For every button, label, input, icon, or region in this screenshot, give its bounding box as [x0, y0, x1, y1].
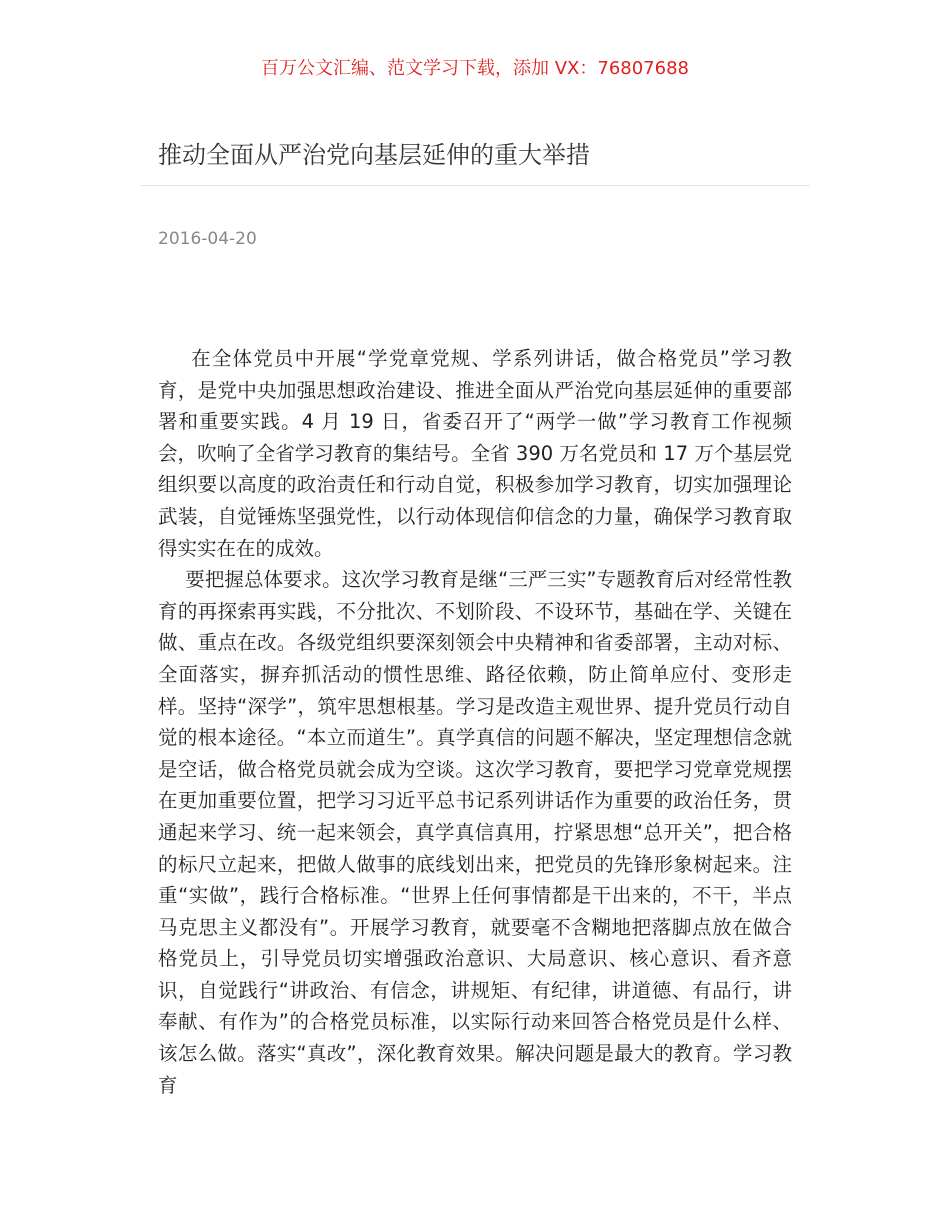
- article-paragraph: 在全体党员中开展“学党章党规、学系列讲话，做合格党员”学习教育，是党中央加强思想政治建设、推进全面从严治党向基层延伸的重要部署和重要实践。4 月 19 日，省委召开了“两学一做”学习教育工作视频会，吹响了全省学习教育的集结号。全省 390 万名党员和 17 万个基层党组织要以高度的政治责任和行动自觉，积极参加学习教育，切实加强理论武装，自觉锤炼坚强党性，以行动体现信仰信念的力量，确保学习教育取得实实在在的成效。: [158, 347, 792, 560]
- article-body: [158, 343, 792, 1101]
- article-date: 2016-04-20: [158, 229, 257, 249]
- header-banner: 百万公文汇编、范文学习下载，添加 VX：76807688: [261, 58, 689, 79]
- article-title: 推动全面从严治党向基层延伸的重大举措: [158, 141, 590, 169]
- title-divider: [140, 185, 810, 186]
- article-paragraph: 要把握总体要求。这次学习教育是继“三严三实”专题教育后对经常性教育的再探索再实践，不分批次、不划阶段、不设环节，基础在学、关键在做、重点在改。各级党组织要深刻领会中央精神和省委部署，主动对标、全面落实，摒弃抓活动的惯性思维、路径依赖，防止简单应付、变形走样。坚持“深学”，筑牢思想根基。学习是改造主观世界、提升党员行动自觉的根本途径。“本立而道生”。真学真信的问题不解决，坚定理想信念就是空话，做合格党员就会成为空谈。这次学习教育，要把学习党章党规摆在更加重要位置，把学习习近平总书记系列讲话作为重要的政治任务，贯通起来学习、统一起来领会，真学真信真用，拧紧思想“总开关”，把合格的标尺立起来，把做人做事的底线划出来，把党员的先锋形象树起来。注重“实做”，践行合格标准。“世界上任何事情都是干出来的，不干，半点马克思主义都没有”。开展学习教育，就要毫不含糊地把落脚点放在做合格党员上，引导党员切实增强政治意识、大局意识、核心意识、看齐意识，自觉践行“讲政治、有信念，讲规矩、有纪律，讲道德、有品行，讲奉献、有作为”的合格党员标准，以实际行动来回答合格党员是什么样、该怎么做。落实“真改”，深化教育效果。解决问题是最大的教育。学习教育: [158, 568, 792, 1097]
